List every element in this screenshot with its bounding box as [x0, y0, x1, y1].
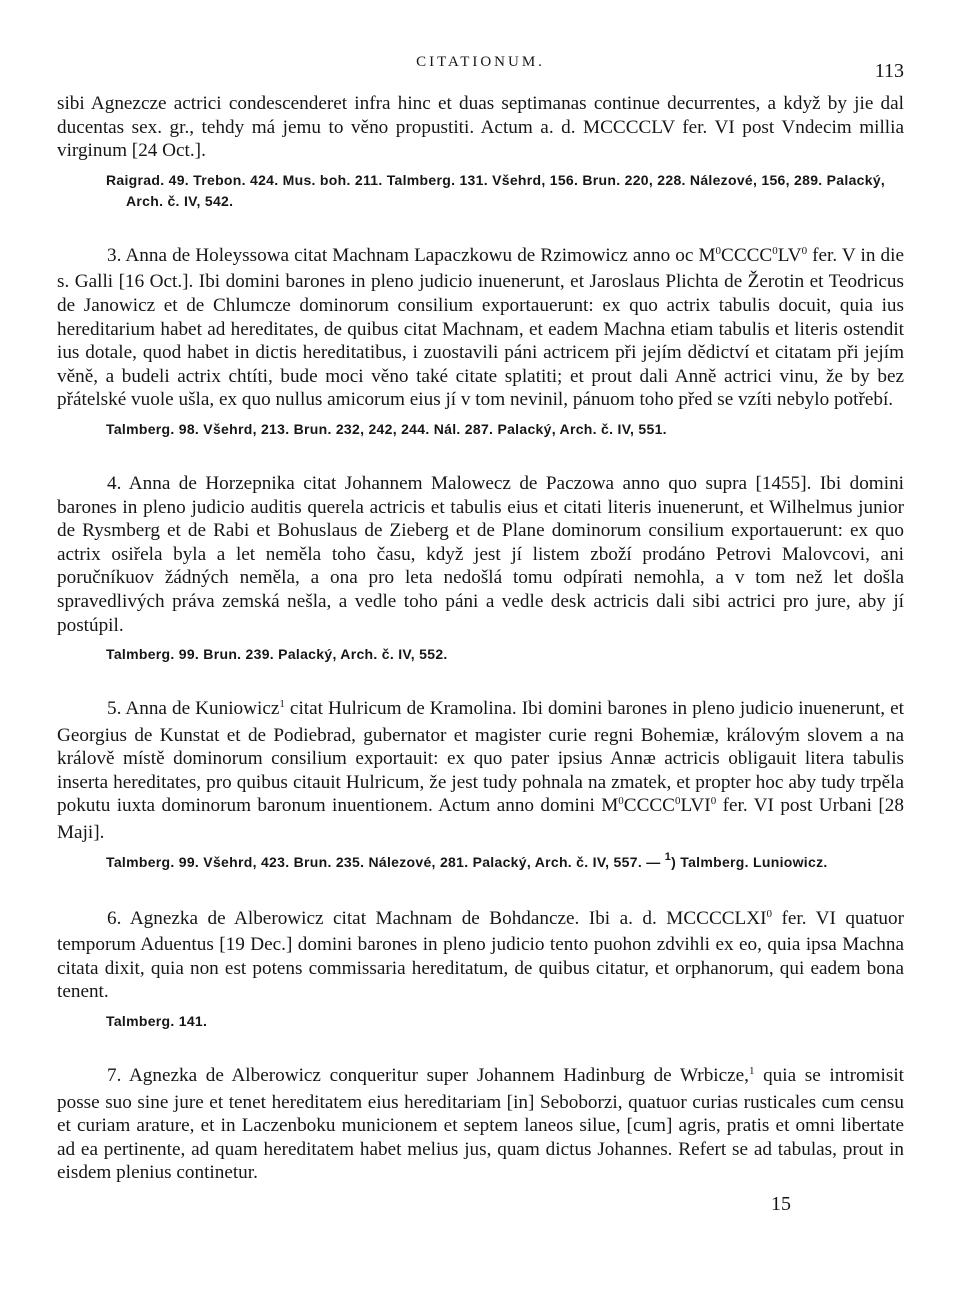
footnote-marker: 1 — [279, 698, 285, 711]
page-body — [57, 92, 904, 1185]
entry-2-continuation — [57, 92, 904, 163]
entry-7 — [57, 1064, 904, 1185]
entry-6 — [57, 907, 904, 1004]
entry-text: 5. Anna de Kuniowicz — [107, 698, 280, 720]
entry-text: LV — [777, 244, 802, 266]
superscript: 0 — [766, 907, 773, 920]
entry-text: 3. Anna de Holeyssowa citat Machnam Lapaczkowu de Rzimowicz anno oc M — [107, 244, 716, 266]
entry-text: fer. VI quatuor temporum Aduentus [19 Dec.] domini barones in pleno judicio tento puohon zdvihli ex eo, quia ipsa Machna citata dixit, quia non est potens commissaria hereditatum, de quibus citatur, et orphanorum, qui eadem bona tenent. — [57, 907, 905, 1003]
footnote-marker: 1 — [664, 850, 672, 863]
footnote-text: ) Talmberg. Luniowicz. — [671, 853, 828, 870]
entry-5 — [57, 697, 904, 845]
source-references: Talmberg. 98. Všehrd, 213. Brun. 232, 242, 244. Nál. 287. Palacký, Arch. č. IV, 551. — [106, 420, 667, 437]
running-title: CITATIONUM. — [416, 54, 545, 70]
entry-text: CCCC — [623, 795, 675, 817]
signature-mark: 15 — [771, 1193, 791, 1215]
entry-text: 7. Agnezka de Alberowicz conqueritur super Johannem Hadinburg de Wrbicze, — [107, 1065, 749, 1087]
superscript: 0 — [674, 795, 681, 808]
entry-text: CCCC — [721, 244, 773, 266]
entry-text: 4. Anna de Horzepnika citat Johannem Malowecz de Paczowa anno quo supra [1455]. Ibi domini barones in pleno judicio auditis querela actricis et tabulis eius et citati literis inuenerunt, et Wilhelmus junior de Rysmberg et de Rabi et Bohuslaus de Zieberg et de Plane dominorum consilium exportauerunt: ex quo actrix osiřela byla a let neměla toho času, když jest jí listem zboží prodáno Petrovi Malovcovi, ani poručníkuov žádných neměla, a ona pro leta nedošlá tomu odpírati nemohla, a v tom než let došla spravedlivých práva zemská nešla, a vedle toho páni a vedle desk actricis dali sibi actrici pro jure, aby jí postúpil. — [57, 472, 904, 636]
entry-text: quia se intromisit posse suo sine jure et tenet hereditatem eius hereditariam [in] Seboborzi, quatuor curias rusticales cum censu et curiam arature, et in Laczenboku municionem et septem laneos silue, [cum] agris, pratis et omni libertate ad ea pertinente, ad quam hereditatem habet melius jus, quam dictus Johannes. Refert se ad tabulas, prout in eisdem plenius continetur. — [57, 1065, 904, 1184]
source-references: Talmberg. 141. — [106, 1013, 208, 1030]
page-header — [57, 52, 904, 82]
superscript: 0 — [618, 795, 624, 808]
entry-text: fer. VI post Urbani [28 Maji]. — [57, 795, 904, 844]
superscript: 0 — [715, 244, 722, 257]
source-references: Talmberg. 99. Brun. 239. Palacký, Arch. č. IV, 552. — [106, 646, 448, 663]
footnote-marker: 1 — [748, 1065, 755, 1078]
superscript: 0 — [772, 244, 778, 257]
superscript: 0 — [710, 795, 717, 808]
source-references — [106, 852, 904, 875]
entry-text: 6. Agnezka de Alberowicz citat Machnam de Bohdancze. Ibi a. d. MCCCCLXI — [107, 907, 767, 929]
source-references: Raigrad. 49. Trebon. 424. Mus. boh. 211. Talmberg. 131. Všehrd, 156. Brun. 220, 228. Nálezové, 156, 289. Palacký, Arch. č. IV, 542. — [106, 171, 886, 209]
entry-4 — [57, 472, 904, 637]
source-text: Talmberg. 99. Všehrd, 423. Brun. 235. Nálezové, 281. Palacký, Arch. č. IV, 557. — — [106, 853, 665, 870]
entry-text: sibi Agnezcze actrici condescenderet infra hinc et duas septimanas continue decurrentes, a když by jie dal ducentas sex. gr., tehdy má jemu to věno propustiti. Actum a. d. MCCCCLV fer. VI post Vndecim millia virginum [24 Oct.]. — [57, 93, 904, 162]
entry-text: LVI — [680, 795, 711, 817]
entry-3 — [57, 244, 904, 412]
superscript: 0 — [801, 244, 808, 257]
page-number: 113 — [874, 60, 904, 82]
entry-text: fer. V in die s. Galli [16 Oct.]. Ibi domini barones in pleno judicio inuenerunt, et Jaroslaus Plichta de Žerotin et Teodricus de Janowicz et de Chlumcze dominorum consilium exportauerunt: ex quo actrix tabulis docuit, quia ius hereditarium habet ad hereditates, de quibus citat Machnam, et eadem Machna etiam tabulis et literis ostendit ius dotale, quod habet in dictis hereditatibus, i zuostavili páni actricem při jejím dědictví et citatam při jejím věně, a budeli actrix chtíti, bude moci věno také citate splatiti; et prout dali Anně actrici vinu, že by bez přátelské vuole ušla, ex quo nullus amicorum eius jí v tom nevinil, pánuom toho před se vzíti nebylo potřebí. — [57, 244, 904, 411]
entry-text: citat Hulricum de Kramolina. Ibi domini barones in pleno judicio inuenerunt, et Georgius de Kunstat et de Podiebrad, gubernator et magister curie regni Bohemiæ, královým slovem a na králově místě dominorum consilium exportauit: ex quo pater ipsius Annæ actricis obligauit litera tabulis inserta hereditates, pro quibus citauit Hulricum, že jest tudy pohnala na zmatek, et propter hoc aby tudy trpěla pokutu iuxta dominorum baronum inuentionem. Actum anno domini M — [57, 698, 904, 817]
